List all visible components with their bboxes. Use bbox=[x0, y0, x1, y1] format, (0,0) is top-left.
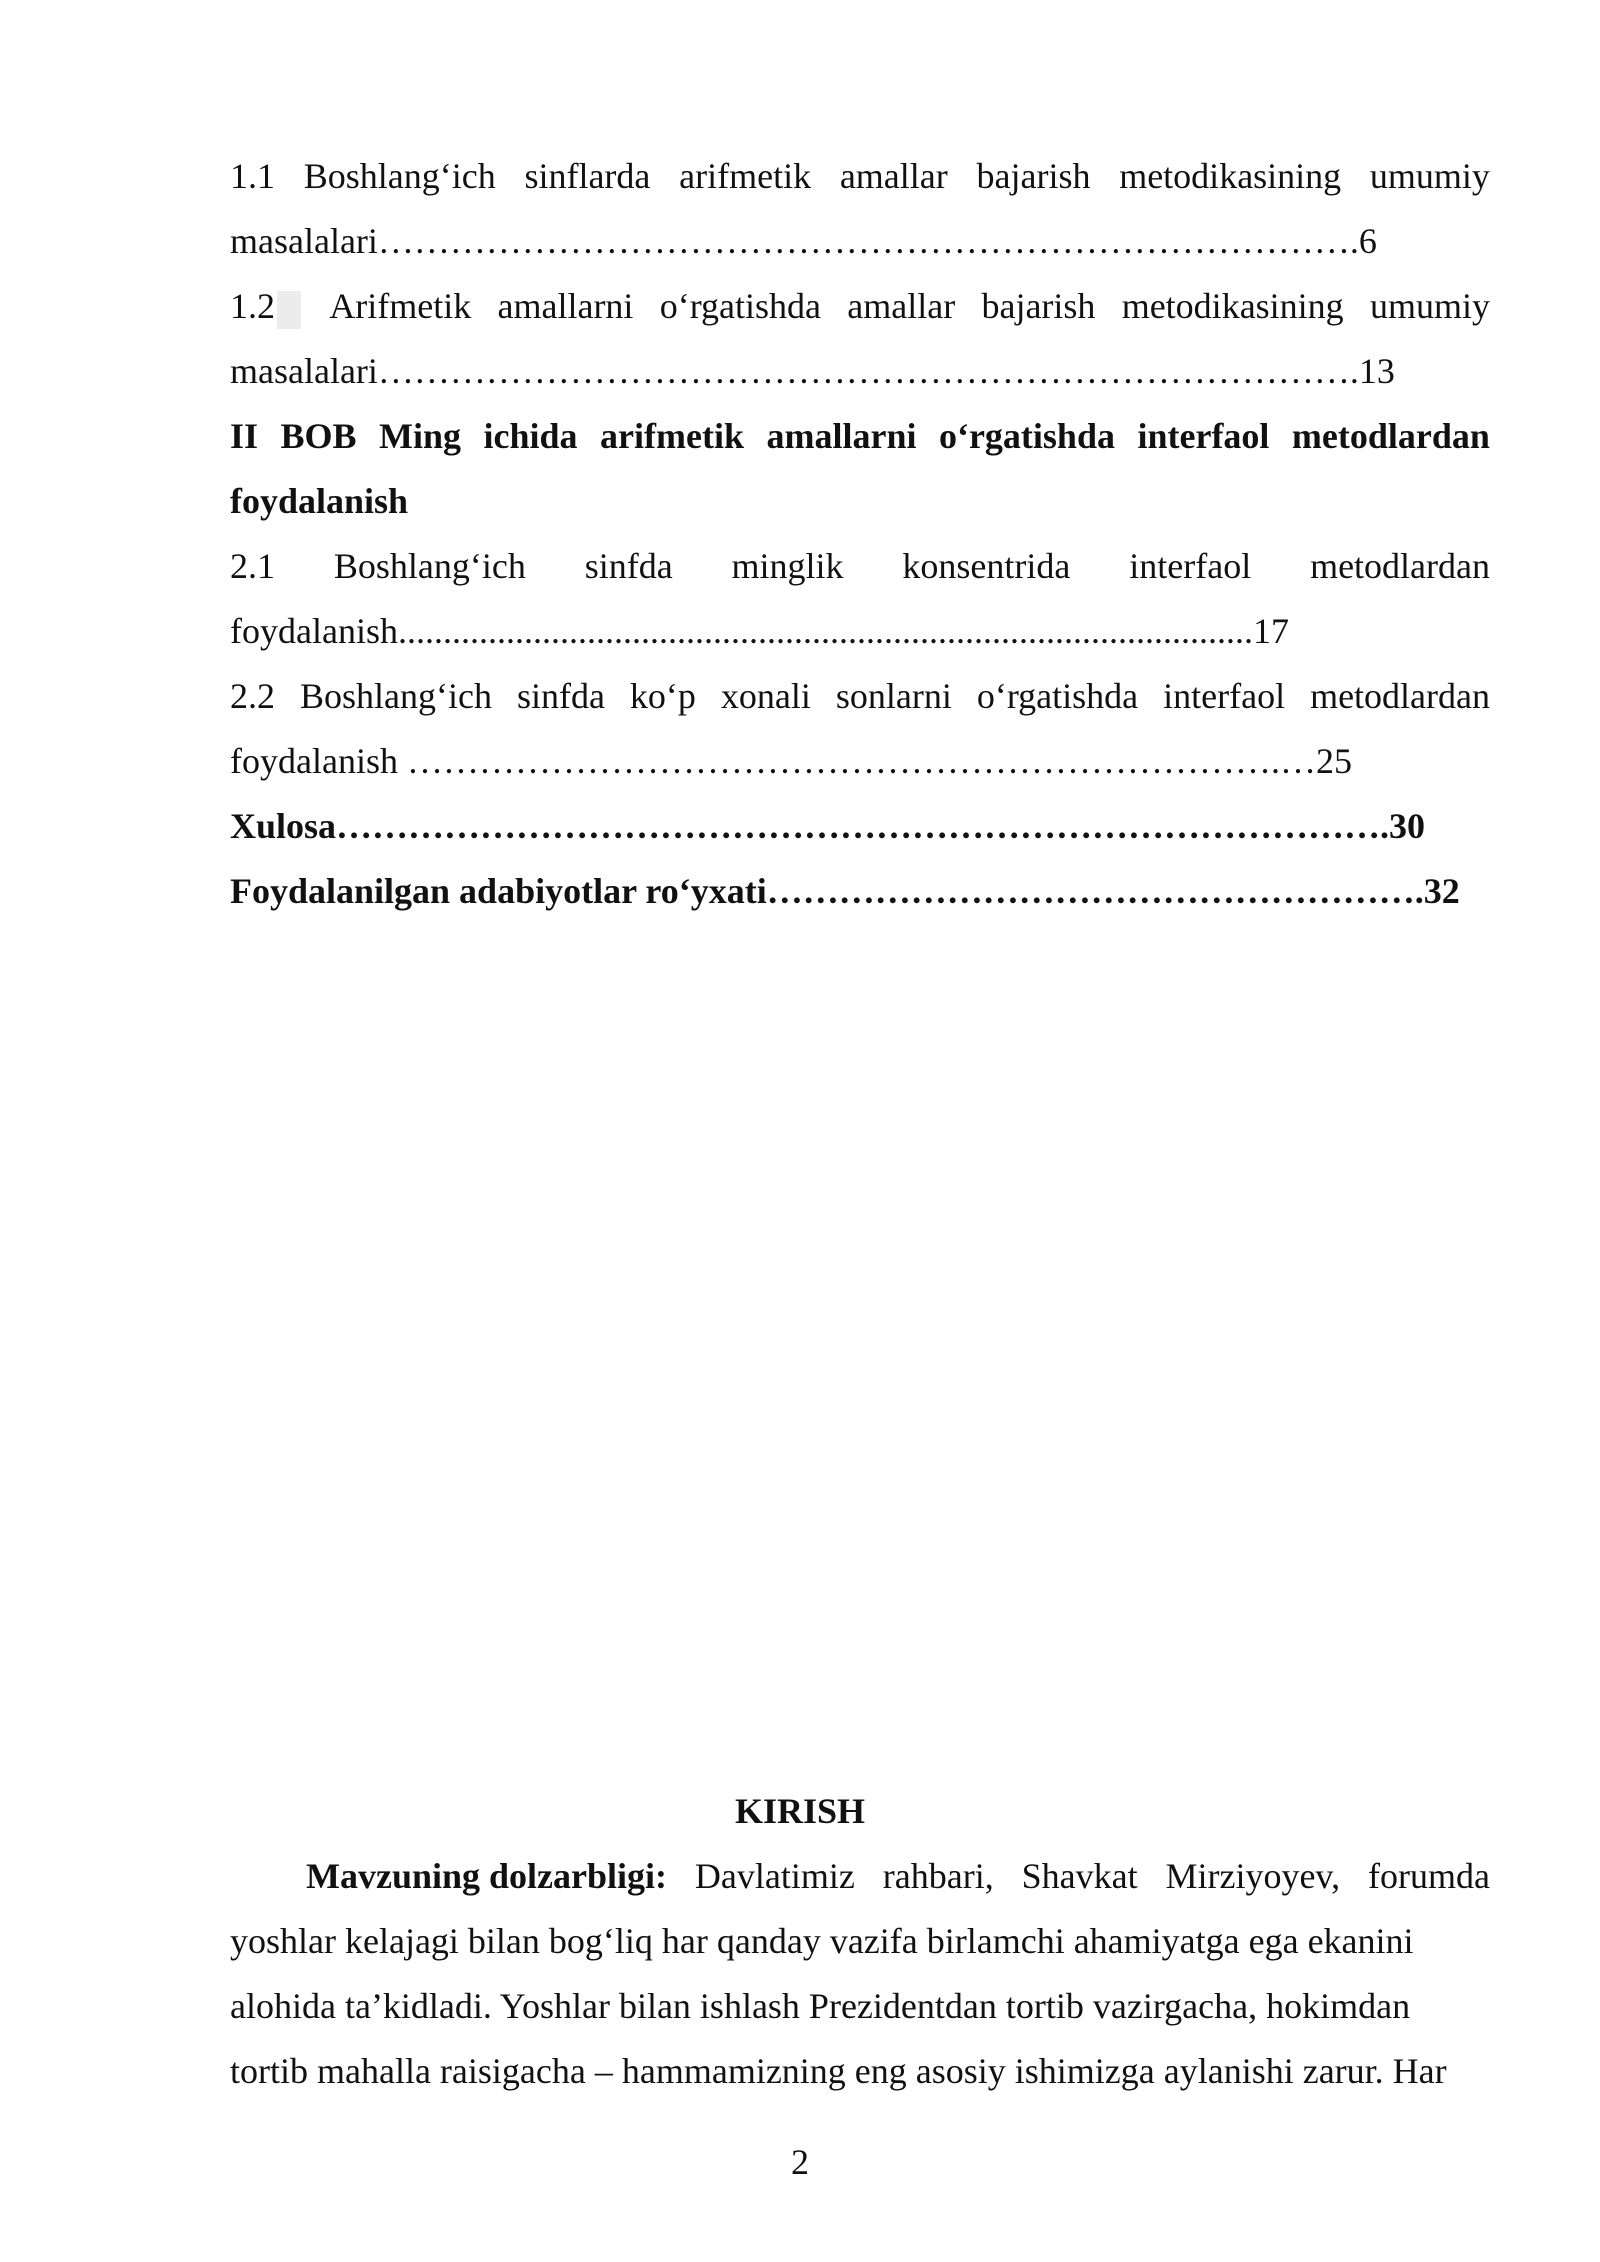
toc-word bbox=[230, 284, 303, 329]
toc-word: Arifmetik bbox=[329, 286, 472, 326]
toc-word: 2.2 bbox=[230, 676, 275, 716]
selection-highlight bbox=[277, 291, 301, 329]
toc-item-1-2-line2: masalalari……………………………………………………………………….13 bbox=[230, 351, 1395, 391]
toc-word: Boshlang‘ich bbox=[333, 546, 526, 586]
toc-word: konsentrida bbox=[902, 546, 1071, 586]
toc-word: sinflarda bbox=[524, 156, 651, 196]
toc-word: ko‘p bbox=[629, 676, 696, 716]
toc-word: interfaol bbox=[1163, 676, 1286, 716]
toc-item-2-2-line2: foydalanish ……………………………………………………………….…25 bbox=[230, 741, 1352, 781]
toc-word: Boshlang‘ich bbox=[303, 156, 496, 196]
toc-word: umumiy bbox=[1369, 286, 1490, 326]
page-number: 2 bbox=[791, 2142, 809, 2182]
toc-item-2-2-line1 bbox=[230, 674, 1490, 718]
toc-item-number: 1.2 bbox=[230, 286, 275, 326]
toc-word: metodikasining bbox=[1121, 286, 1344, 326]
toc-word: metodlardan bbox=[1310, 546, 1490, 586]
toc-item-1-2-line1 bbox=[230, 284, 1490, 329]
toc-chapter-2-line1 bbox=[230, 414, 1490, 458]
toc-word: Ming bbox=[379, 416, 462, 456]
toc-item-1-1-line1 bbox=[230, 154, 1490, 198]
toc-word: ichida bbox=[483, 416, 578, 456]
intro-paragraph-line4: tortib mahalla raisigacha – hammamizning eng asosiy ishimizga aylanishi zarur. Har bbox=[230, 2051, 1447, 2091]
toc-item-2-1-line2: foydalanish...............................................................................................17 bbox=[230, 611, 1289, 651]
toc-word: II bbox=[230, 416, 259, 456]
toc-word: 1.1 bbox=[230, 156, 275, 196]
toc-word: sonlarni bbox=[835, 676, 952, 716]
toc-word: interfaol bbox=[1129, 546, 1252, 586]
toc-word: Boshlang‘ich bbox=[299, 676, 492, 716]
toc-word: metodikasining bbox=[1119, 156, 1342, 196]
intro-lead-bold: Mavzuning dolzarbligi: bbox=[306, 1856, 668, 1896]
toc-word: 2.1 bbox=[230, 546, 275, 586]
toc-word: metodlardan bbox=[1291, 416, 1490, 456]
toc-word: bajarish bbox=[976, 156, 1091, 196]
toc-word: arifmetik bbox=[600, 416, 744, 456]
toc-word: sinfda bbox=[516, 676, 605, 716]
intro-word: forumda bbox=[1367, 1856, 1490, 1896]
toc-word: xonali bbox=[720, 676, 811, 716]
toc-word: o‘rgatishda bbox=[938, 416, 1115, 456]
toc-item-1-1-line2: masalalari……………………………………………………………………….6 bbox=[230, 221, 1377, 261]
toc-word: metodlardan bbox=[1310, 676, 1490, 716]
toc-word: o‘rgatishda bbox=[976, 676, 1139, 716]
intro-word: Mirziyoyev, bbox=[1165, 1856, 1341, 1896]
toc-word: minglik bbox=[731, 546, 844, 586]
toc-chapter-2-line2: foydalanish bbox=[230, 481, 409, 521]
toc-word: amallar bbox=[847, 286, 956, 326]
toc-word: umumiy bbox=[1369, 156, 1490, 196]
toc-references: Foydalanilgan adabiyotlar ro‘yxati……………………………………………….32 bbox=[230, 871, 1460, 911]
toc-word: interfaol bbox=[1137, 416, 1270, 456]
toc-word: BOB bbox=[280, 416, 357, 456]
toc-item-2-1-line1 bbox=[230, 544, 1490, 588]
intro-word: Shavkat bbox=[1021, 1856, 1138, 1896]
toc-conclusion: Xulosa…………………………………………………………………………….30 bbox=[230, 806, 1426, 846]
toc-word: sinfda bbox=[584, 546, 673, 586]
toc-word: amallarni bbox=[497, 286, 634, 326]
intro-paragraph-line3: alohida ta’kidladi. Yoshlar bilan ishlash Prezidentdan tortib vazirgacha, hokimdan bbox=[230, 1986, 1411, 2026]
intro-paragraph-line2: yoshlar kelajagi bilan bog‘liq har qanday vazifa birlamchi ahamiyatga ega ekanini bbox=[230, 1921, 1414, 1961]
intro-paragraph-line1 bbox=[230, 1854, 1490, 1898]
toc-word: bajarish bbox=[981, 286, 1096, 326]
intro-word: Davlatimiz bbox=[694, 1856, 855, 1896]
intro-word: rahbari, bbox=[882, 1856, 994, 1896]
toc-word: amallarni bbox=[766, 416, 917, 456]
intro-heading: KIRISH bbox=[734, 1791, 866, 1831]
toc-word: amallar bbox=[839, 156, 948, 196]
toc-word: arifmetik bbox=[679, 156, 812, 196]
toc-word: o‘rgatishda bbox=[659, 286, 821, 326]
